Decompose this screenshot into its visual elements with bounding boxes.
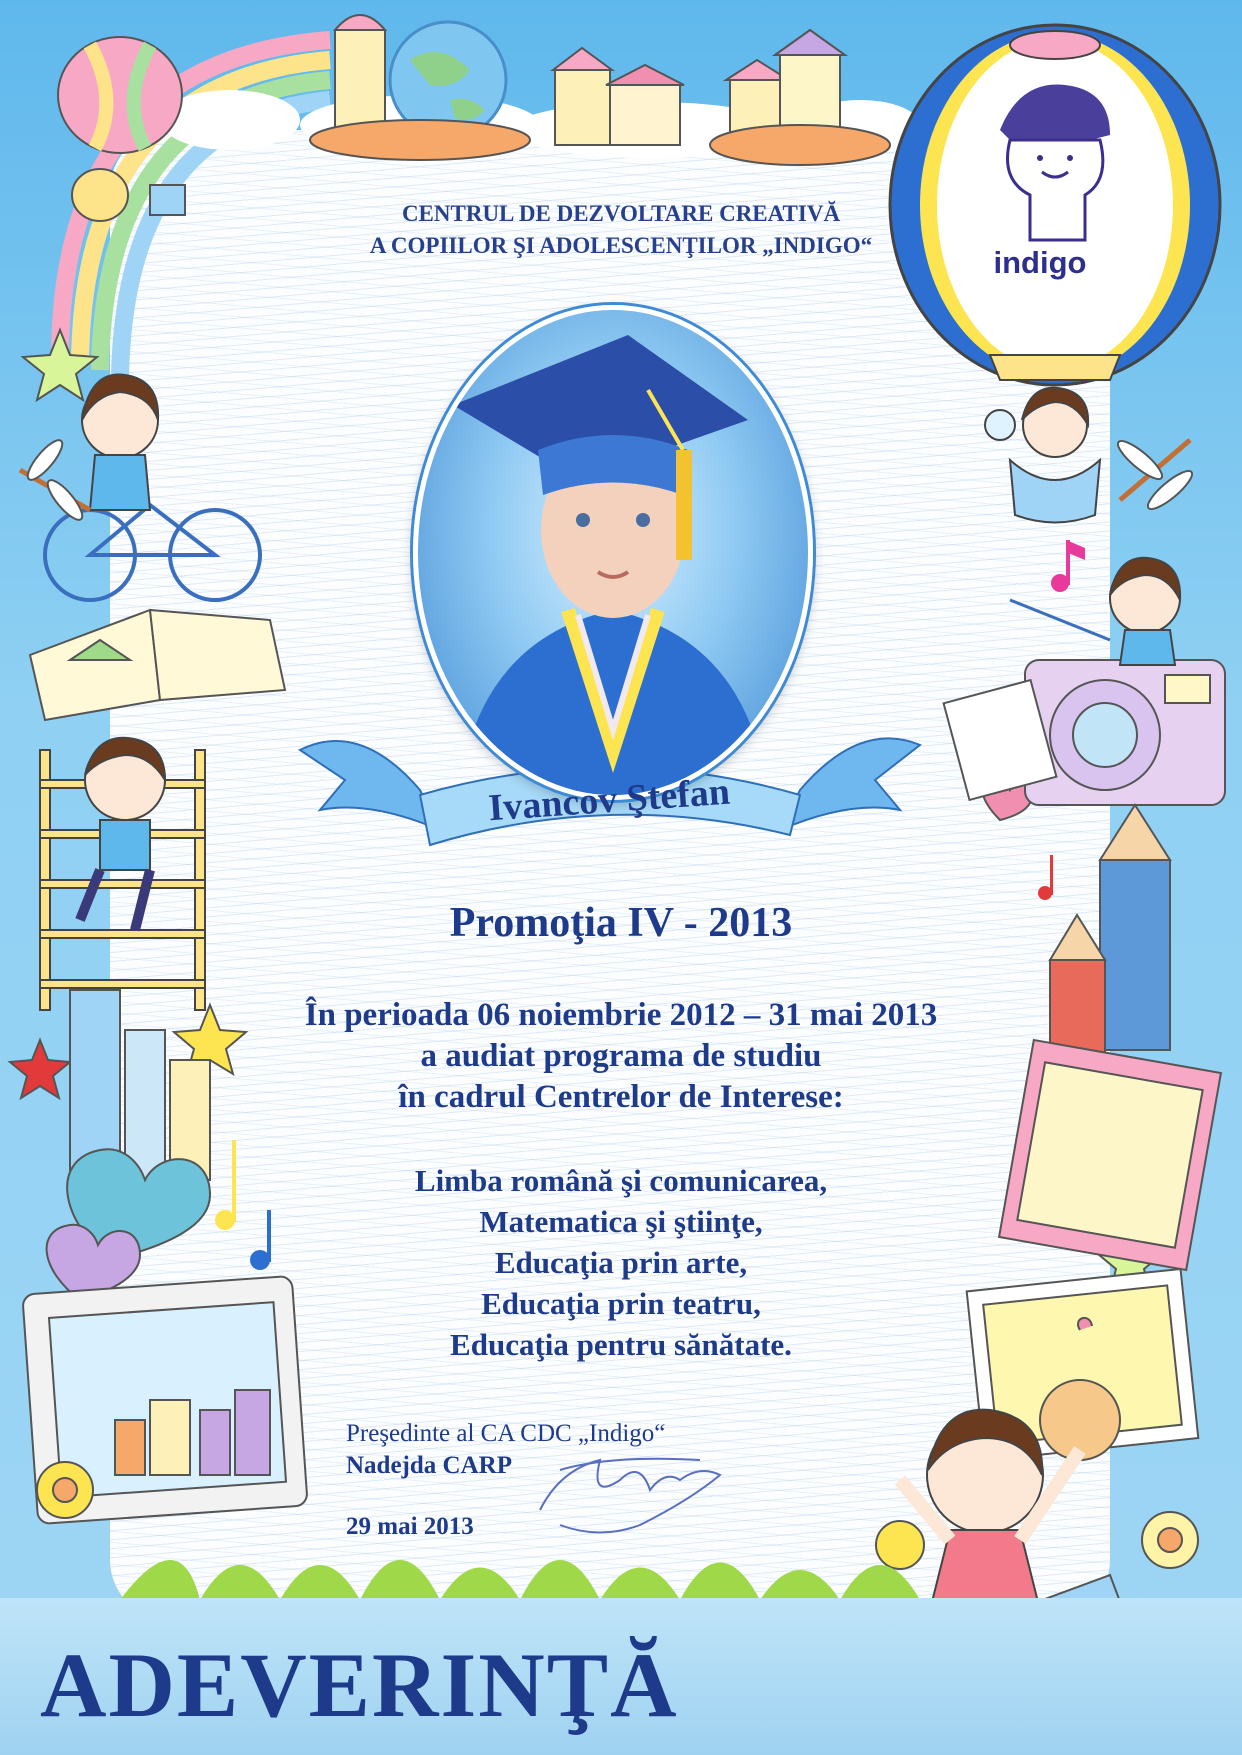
course-item: Matematica şi ştiinţe, bbox=[479, 1204, 763, 1239]
course-item: Limba română şi comunicarea, bbox=[414, 1163, 828, 1198]
signatory-name: Nadejda CARP bbox=[346, 1452, 512, 1479]
course-item: Educaţia pentru sănătate. bbox=[450, 1327, 792, 1362]
study-period-line-1: În perioada 06 noiembrie 2012 – 31 mai 2013 bbox=[304, 997, 938, 1033]
study-period-line-3: în cadrul Centrelor de Interese: bbox=[398, 1079, 844, 1115]
organization-line-2: A COPIILOR ŞI ADOLESCENŢILOR „INDIGO“ bbox=[369, 233, 873, 258]
indigo-logo-text: indigo bbox=[993, 245, 1087, 280]
issue-date: 29 mai 2013 bbox=[346, 1513, 474, 1540]
study-period-text bbox=[0, 995, 1242, 1118]
promotion-title: Promoţia IV - 2013 bbox=[449, 900, 793, 946]
course-list bbox=[0, 1160, 1242, 1365]
course-item: Educaţia prin teatru, bbox=[481, 1286, 761, 1321]
student-name: Ivancov Ştefan bbox=[487, 770, 732, 830]
document-title: ADEVERINŢĂ bbox=[40, 1634, 679, 1736]
study-period-line-2: a audiat programa de studiu bbox=[420, 1038, 822, 1074]
course-item: Educaţia prin arte, bbox=[494, 1245, 748, 1280]
signatory-role: Preşedinte al CA CDC „Indigo“ bbox=[346, 1420, 666, 1447]
organization-line-1: CENTRUL DE DEZVOLTARE CREATIVĂ bbox=[401, 201, 841, 226]
